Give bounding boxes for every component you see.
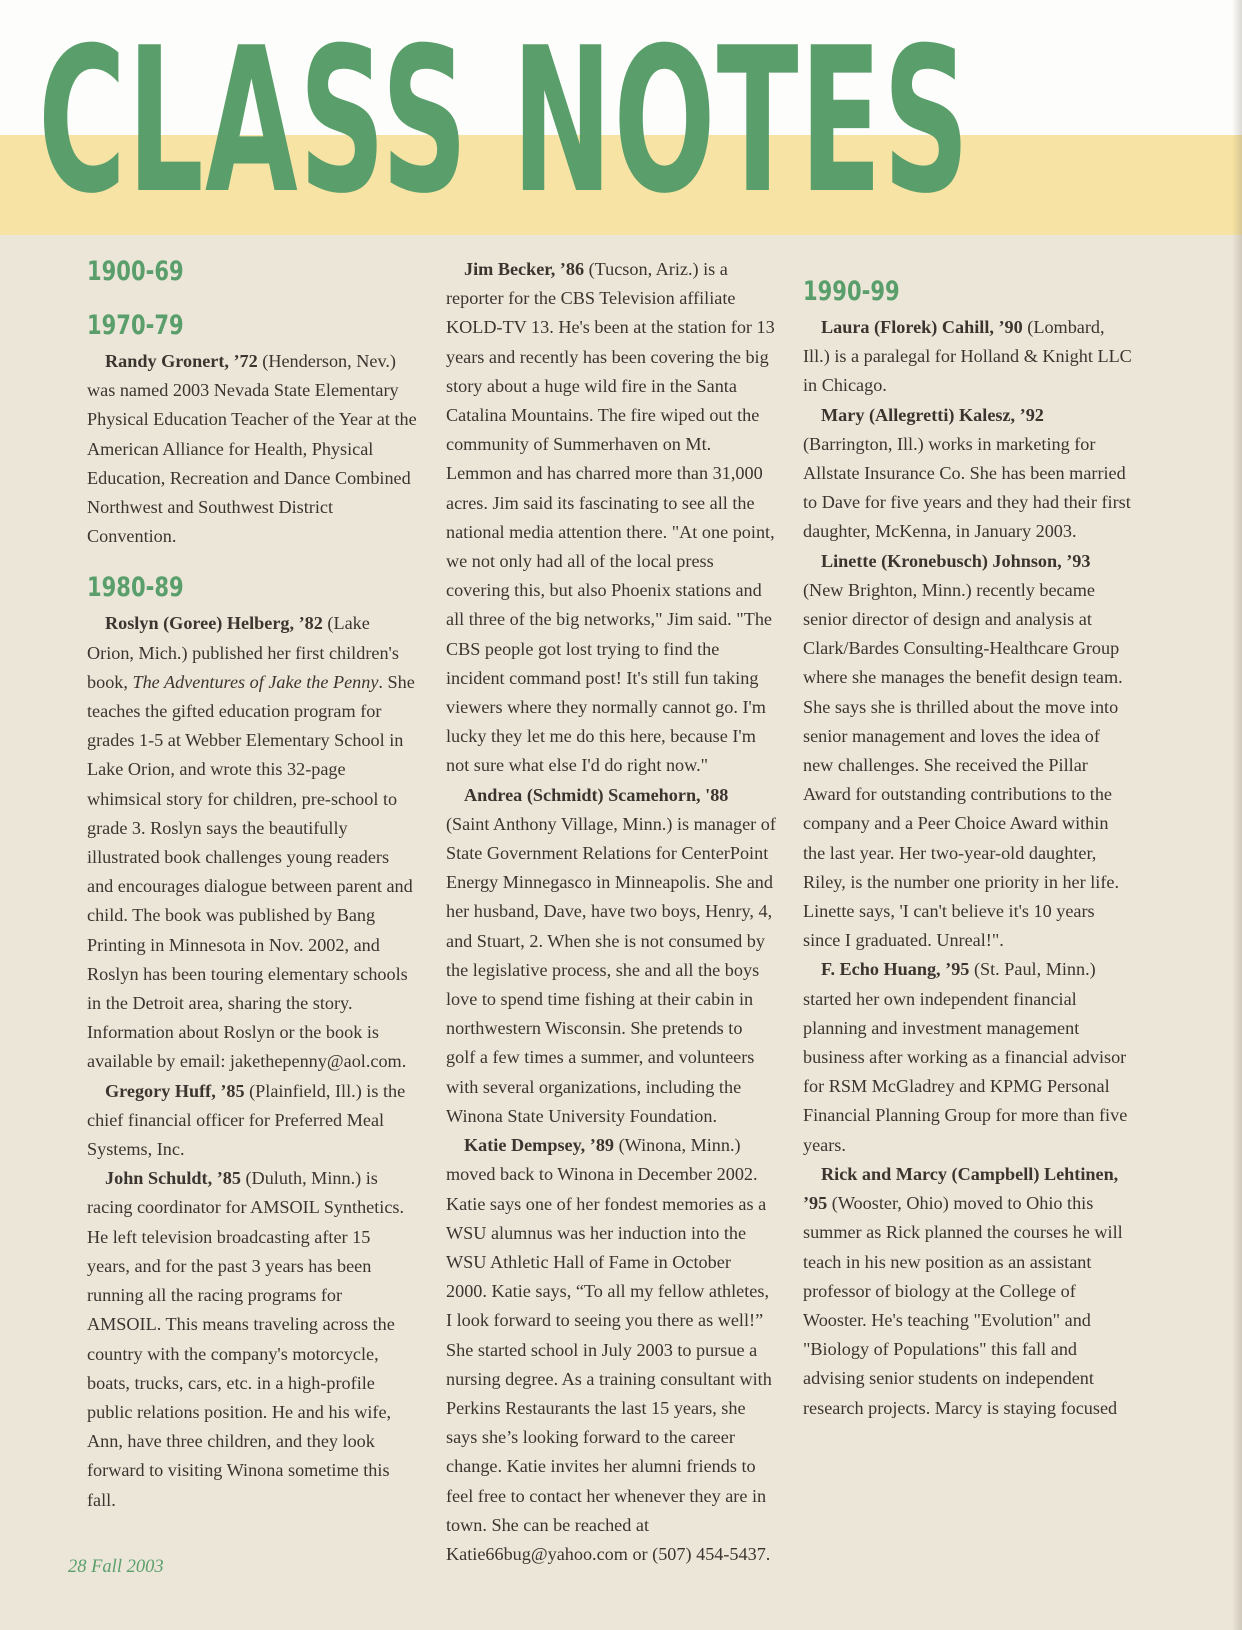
note-text: . She teaches the gifted education program for grades 1-5 at Webber Elementary School in Lake Orion, and wrote this 32-page whimsical story for children, pre-school to grade 3. Roslyn says the beautifully illustrated book challenges young readers and encourages dialogue between parent and child. The book was published by Bang Printing in Minnesota in Nov. 2002, and Roslyn has been touring elementary schools in the Detroit area, sharing the story. Information about Roslyn or the book is available by email: jakethepenny@aol.com. <box>87 671 415 1072</box>
note-gronert <box>87 347 417 551</box>
note-text: (Plainfield, Ill.) is the chief financial officer for Preferred Meal Systems, Inc. <box>87 1080 406 1160</box>
decade-heading-1990-99: 1990-99 <box>803 276 900 307</box>
column-2 <box>446 255 776 1569</box>
note-text: (St. Paul, Minn.) started her own independent financial planning and investment management business after working as a financial advisor for RSM McGladrey and KPMG Personal Financial Planning Group for more than five years. <box>803 959 1128 1155</box>
note-cahill <box>803 313 1133 401</box>
alum-name: F. Echo Huang, ’95 <box>821 959 970 980</box>
decade-heading-1900-69: 1900-69 <box>87 256 184 287</box>
alum-name: Gregory Huff, ’85 <box>105 1080 245 1101</box>
alum-name: Andrea (Schmidt) Scamehorn, '88 <box>464 784 729 805</box>
note-dempsey <box>446 1131 776 1569</box>
alum-name: Rick and Marcy (Campbell) Lehtinen, ’95 <box>803 1163 1119 1214</box>
note-text: (Saint Anthony Village, Minn.) is manager of State Government Relations for CenterPoint Energy Minnegasco in Minneapolis. She and her husband, Dave, have two boys, Henry, 4, and Stuart, 2. When she is not consumed by the legislative process, she and all the boys love to spend time fishing at their cabin in northwestern Wisconsin. She pretends to golf a few times a summer, and volunteers with several organizations, including the Winona State University Foundation. <box>446 813 776 1126</box>
alum-name: Laura (Florek) Cahill, ’90 <box>821 317 1023 337</box>
note-becker <box>446 255 776 781</box>
decade-heading-1970-79: 1970-79 <box>87 310 184 341</box>
alum-name: Randy Gronert, ’72 <box>105 351 258 371</box>
alum-name: Katie Dempsey, ’89 <box>464 1135 615 1156</box>
alum-name: John Schuldt, ’85 <box>105 1168 241 1189</box>
column-1 <box>87 255 417 1515</box>
note-text: (Winona, Minn.) moved back to Winona in December 2002. Katie says one of her fondest memories as a WSU alumnus was her induction into the WSU Athletic Hall of Fame in October 2000. Katie says, “To all my fellow athletes, I look forward to seeing you there as well!” She started school in July 2003 to pursue a nursing degree. As a training consultant with Perkins Restaurants the last 15 years, she says she’s looking forward to the career change. Katie invites her alumni friends to feel free to contact her whenever they are in town. She can be reached at Katie66bug@yahoo.com or (507) 454-5437. <box>446 1135 772 1564</box>
note-huang <box>803 955 1133 1159</box>
note-text: (Duluth, Minn.) is racing coordinator for AMSOIL Synthetics. He left television broadcasting after 15 years, and for the past 3 years has been running all the racing programs for AMSOIL. This means traveling across the country with the company's motorcycle, boats, trucks, cars, etc. in a high-profile public relations position. He and his wife, Ann, have three children, and they look forward to visiting Winona sometime this fall. <box>87 1168 405 1510</box>
alum-name: Roslyn (Goree) Helberg, ’82 <box>105 613 323 634</box>
alum-name: Mary (Allegretti) Kalesz, ’92 <box>821 404 1044 425</box>
note-text: (Wooster, Ohio) moved to Ohio this summer as Rick planned the courses he will teach in his new position as an assistant professor of biology at the College of Wooster. He's teaching "Evolution" and "Biology of Populations" this fall and advising senior students on independent research projects. Marcy is staying focused <box>803 1193 1123 1418</box>
note-text: (Barrington, Ill.) works in marketing for Allstate Insurance Co. She has been married to Dave for five years and they had their first daughter, McKenna, in January 2003. <box>803 433 1131 542</box>
book-title: The Adventures of Jake the Penny <box>132 671 379 692</box>
page-folio: 28 Fall 2003 <box>68 1557 164 1577</box>
note-text: (New Brighton, Minn.) recently became senior director of design and analysis at Clark/Bardes Consulting-Healthcare Group where she manages the benefit design team. She says she is thrilled about the move into senior management and loves the idea of new challenges. She received the Pillar Award for outstanding contributions to the company and a Peer Choice Award within the last year. Her two-year-old daughter, Riley, is the number one priority in her life. Linette says, 'I can't believe it's 10 years since I graduated. Unreal!". <box>803 579 1123 951</box>
column-3 <box>803 255 1133 1423</box>
page-edge-shadow <box>1232 0 1242 1630</box>
note-helberg <box>87 609 417 1076</box>
note-lehtinen <box>803 1160 1133 1423</box>
note-text: (Henderson, Nev.) was named 2003 Nevada State Elementary Physical Education Teacher of the Year at the American Alliance for Health, Physical Education, Recreation and Dance Combined Northwest and Southwest District Convention. <box>87 351 417 547</box>
note-text: (Tucson, Ariz.) is a reporter for the CBS Television affiliate KOLD-TV 13. He's been at the station for 13 years and recently has been covering the big story about a huge wild fire in the Santa Catalina Mountains. The fire wiped out the community of Summerhaven on Mt. Lemmon and has charred more than 31,000 acres. Jim said its fascinating to see all the national media attention there. "At one point, we not only had all of the local press covering this, but also Phoenix stations and all three of the big networks," Jim said. "The CBS people got lost trying to find the incident command post! It's still fun taking viewers where they normally cannot go. I'm lucky they let me do this here, because I'm not sure what else I'd do right now." <box>446 259 775 776</box>
note-scamehorn <box>446 781 776 1131</box>
note-text: (Lombard, Ill.) is a paralegal for Holland & Knight LLC in Chicago. <box>803 317 1132 396</box>
note-johnson <box>803 547 1133 956</box>
alum-name: Linette (Kronebusch) Johnson, ’93 <box>821 550 1091 571</box>
masthead-title: CLASS NOTES <box>38 5 971 238</box>
note-huff <box>87 1077 417 1165</box>
note-kalesz <box>803 401 1133 547</box>
note-schuldt <box>87 1164 417 1514</box>
alum-name: Jim Becker, ’86 <box>464 259 585 279</box>
note-text: (Lake Orion, Mich.) published her first children's book, <box>87 613 399 692</box>
decade-heading-1980-89: 1980-89 <box>87 572 184 604</box>
